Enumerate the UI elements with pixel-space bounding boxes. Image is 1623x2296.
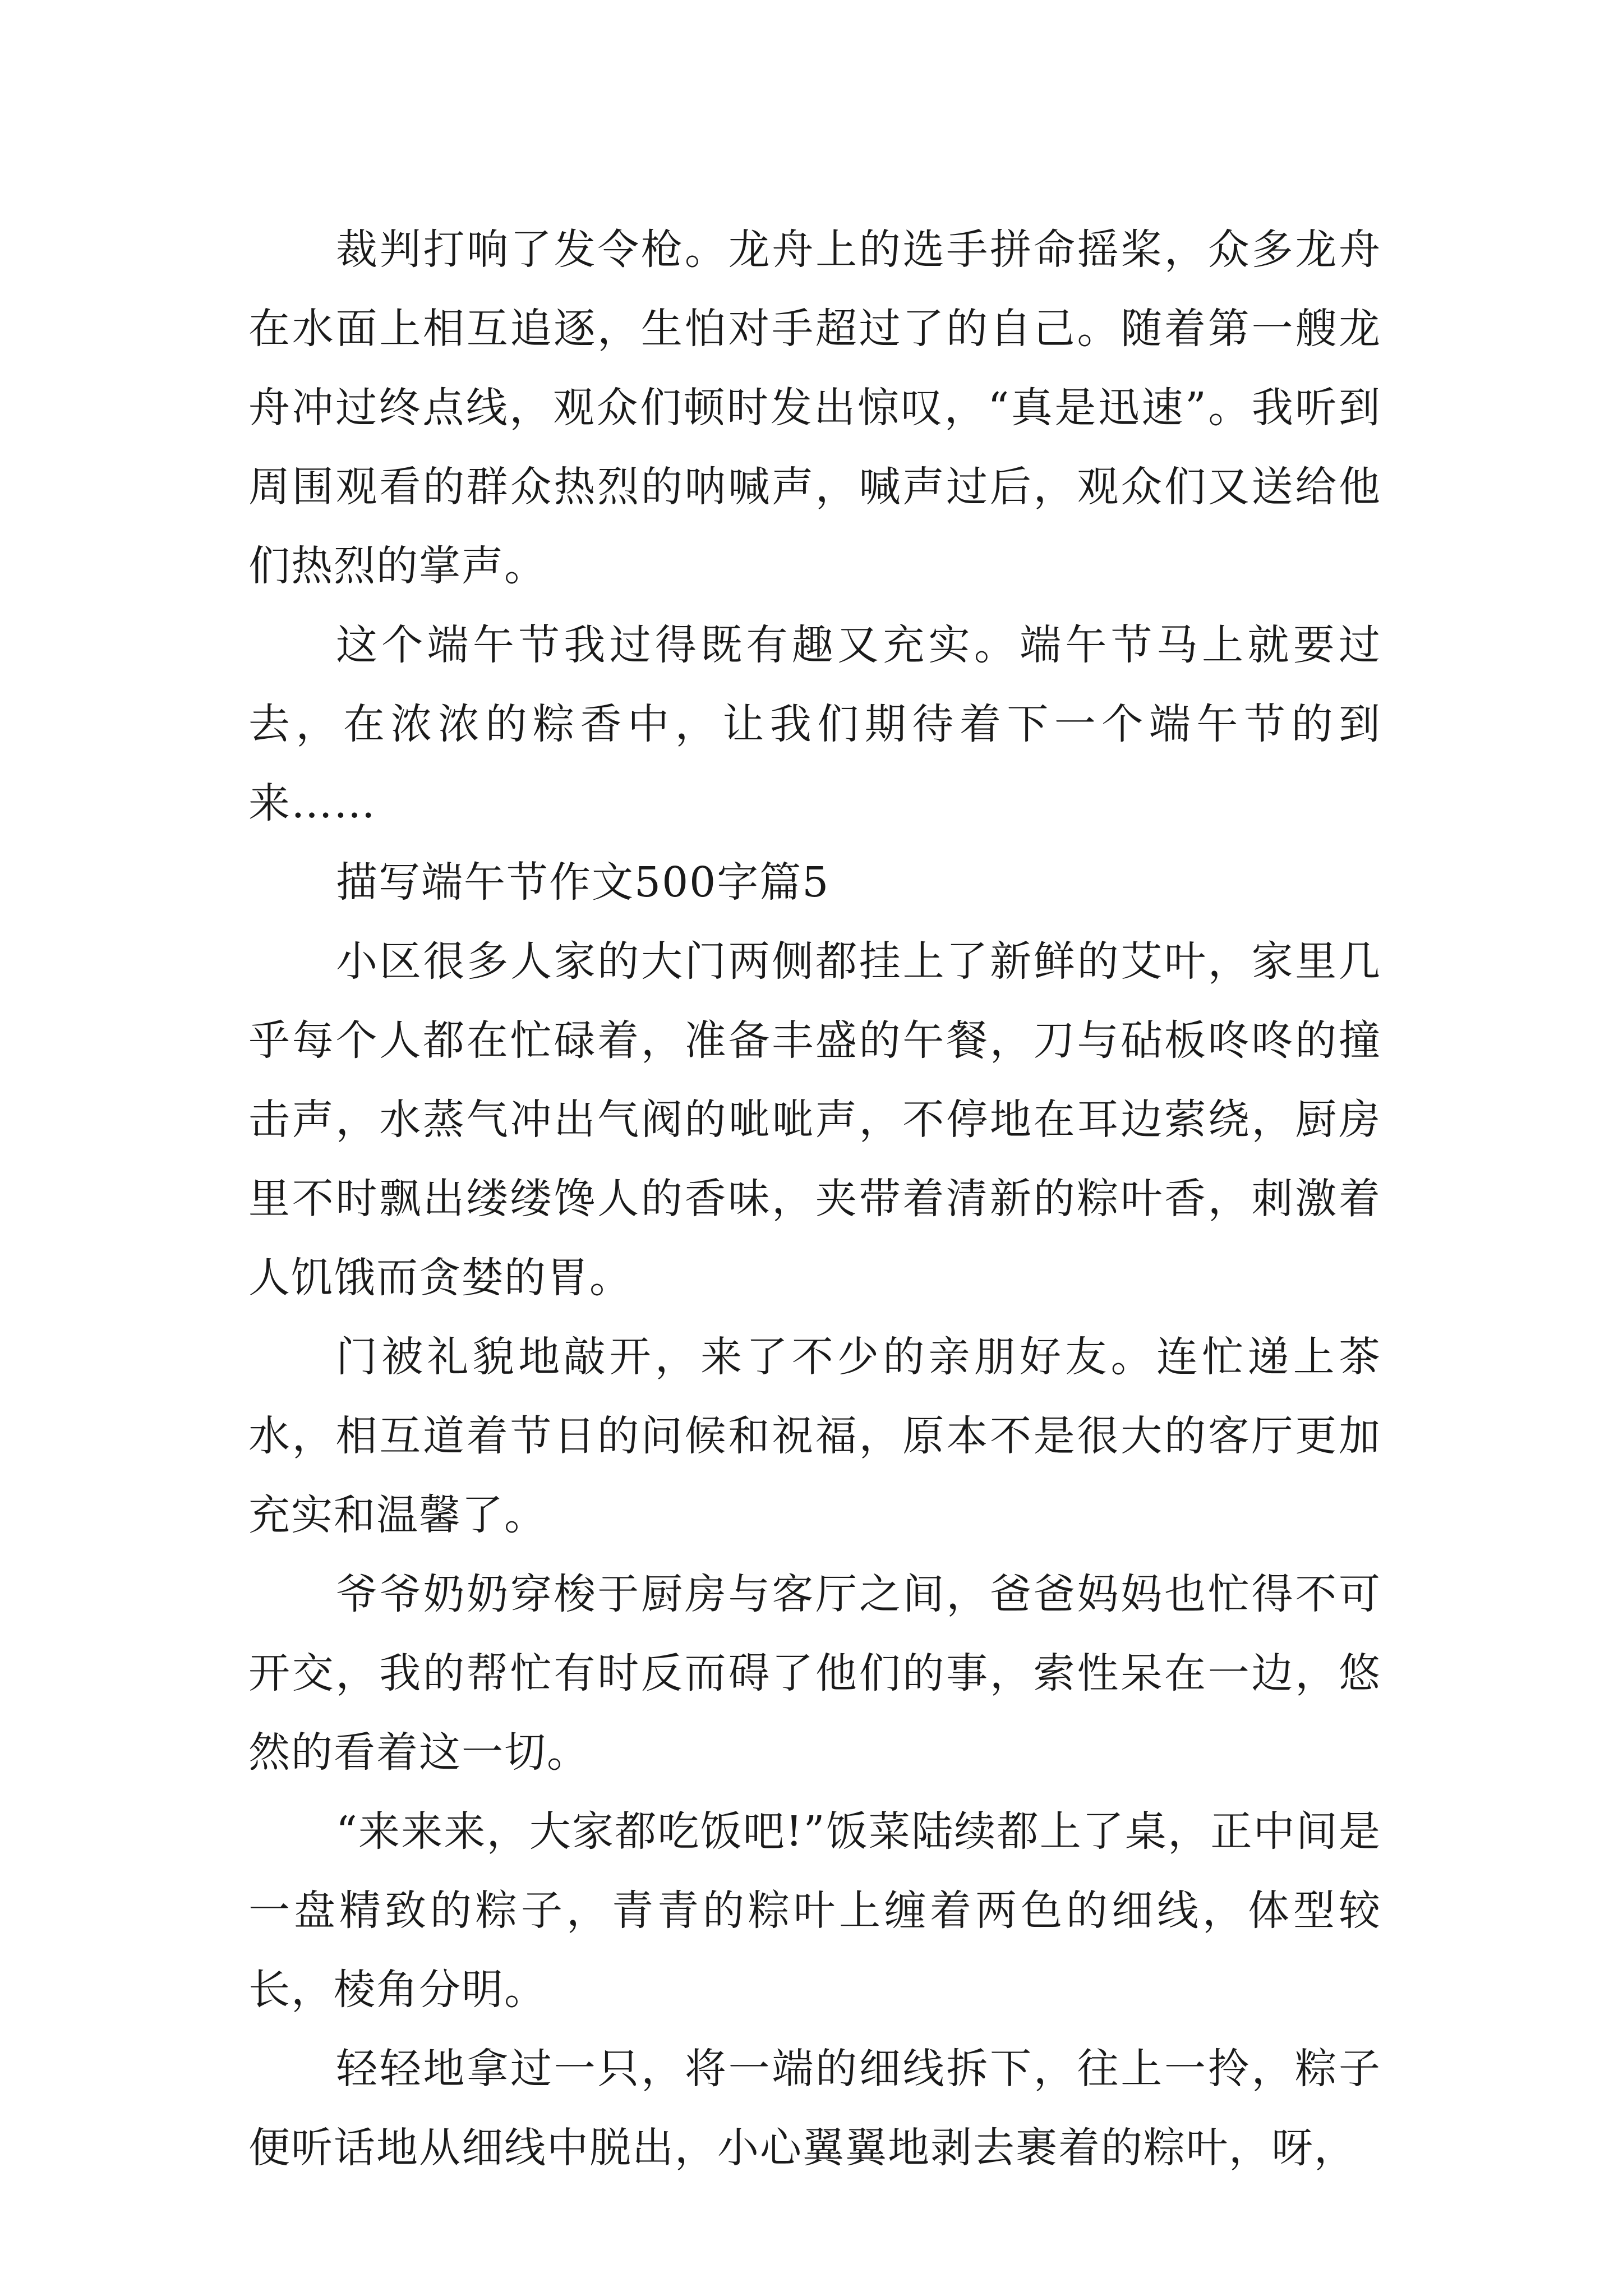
paragraph-festival-conclusion: 这个端午节我过得既有趣又充实。端午节马上就要过去，在浓浓的粽香中，让我们期待着下一个端午节的到来…… xyxy=(248,621,1381,827)
paragraph-unwrap-zongzi: 轻轻地拿过一只，将一端的细线拆下，往上一拎，粽子便听话地从细线中脱出，小心翼翼地剥去裹着的粽叶，呀， xyxy=(248,2045,1381,2172)
paragraph-dragon-boat-race: 裁判打响了发令枪。龙舟上的选手拼命摇桨，众多龙舟在水面上相互追逐，生怕对手超过了的自己。随着第一艘龙舟冲过终点线，观众们顿时发出惊叹，“真是迅速”。我听到周围观看的群众热烈的呐喊声，喊声过后，观众们又送给他们热烈的掌声。 xyxy=(248,226,1381,590)
article-body xyxy=(248,210,1381,2188)
paragraph-dinner-served: “来来来，大家都吃饭吧!”饭菜陆续都上了桌，正中间是一盘精致的粽子，青青的粽叶上缠着两色的细线，体型较长，棱角分明。 xyxy=(248,1807,1381,2014)
paragraph-family-busy: 爷爷奶奶穿梭于厨房与客厅之间，爸爸妈妈也忙得不可开交，我的帮忙有时反而碍了他们的事，索性呆在一边，悠然的看着这一切。 xyxy=(248,1570,1381,1777)
paragraph-neighborhood-kitchen: 小区很多人家的大门两侧都挂上了新鲜的艾叶，家里几乎每个人都在忙碌着，准备丰盛的午餐，刀与砧板咚咚的撞击声，水蒸气冲出气阀的呲呲声，不停地在耳边萦绕，厨房里不时飘出缕缕馋人的香味，夹带着清新的粽叶香，刺激着人饥饿而贪婪的胃。 xyxy=(248,937,1381,1302)
essay-heading: 描写端午节作文500字篇5 xyxy=(336,858,830,907)
paragraph-guests-arrive: 门被礼貌地敲开，来了不少的亲朋好友。连忙递上茶水，相互道着节日的问候和祝福，原本不是很大的客厅更加充实和温馨了。 xyxy=(248,1333,1381,1539)
